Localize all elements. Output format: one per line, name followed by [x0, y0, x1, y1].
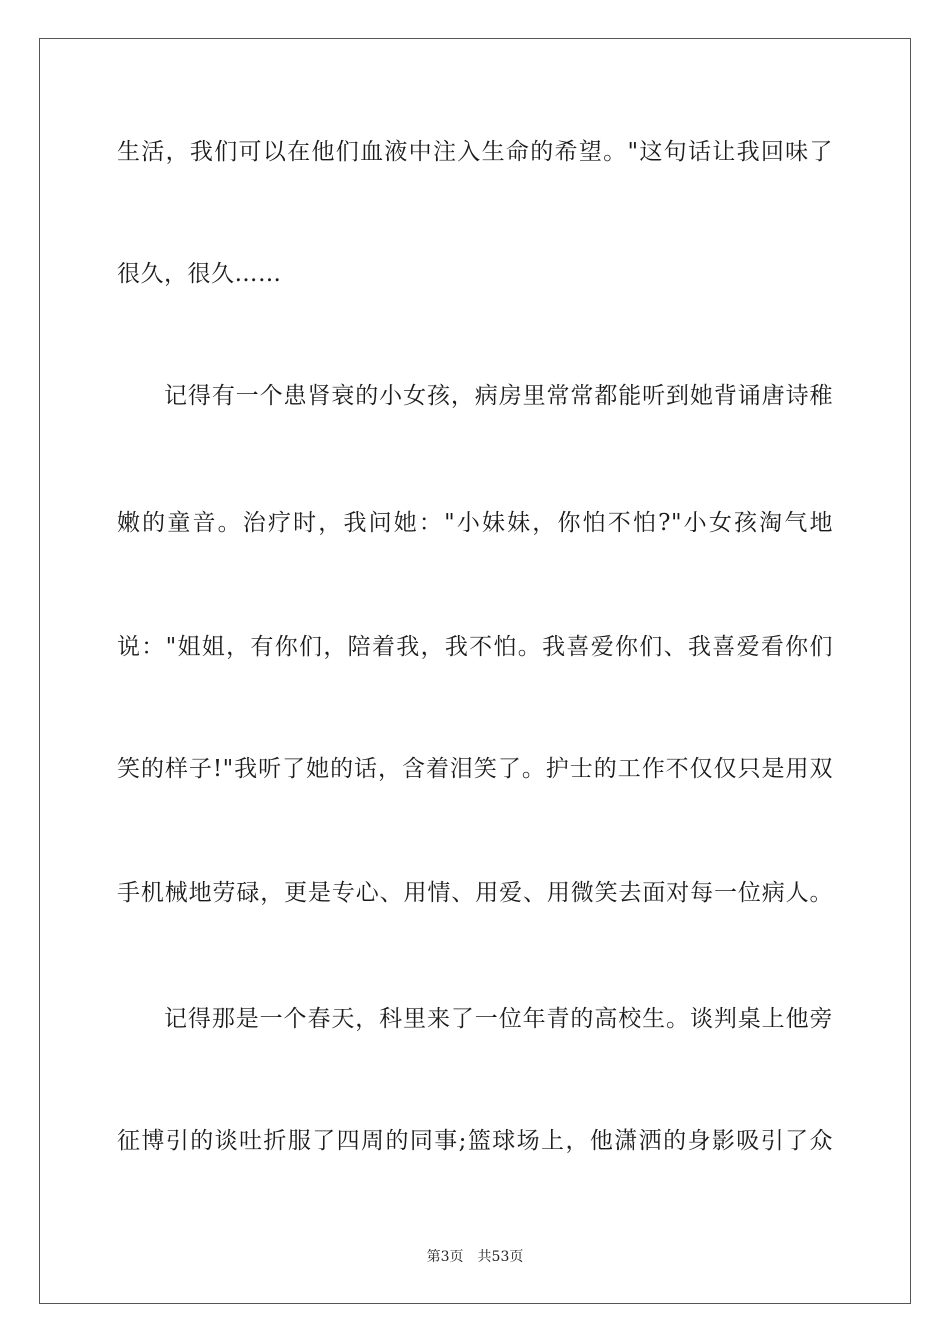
text-line-1: 生活，我们可以在他们血液中注入生命的希望。"这句话让我回味了	[117, 139, 833, 165]
page-number: 第3页	[426, 1249, 464, 1265]
page-total: 共53页	[477, 1249, 524, 1265]
text-line-4: 嫩的童音。治疗时，我问她："小妹妹，你怕不怕?"小女孩淘气地	[117, 510, 833, 536]
text-line-8: 记得那是一个春天，科里来了一位年青的高校生。谈判桌上他旁	[164, 1006, 833, 1032]
page-footer	[0, 1248, 950, 1266]
text-line-5: 说："姐姐，有你们，陪着我，我不怕。我喜爱你们、我喜爱看你们	[117, 634, 833, 660]
text-line-3: 记得有一个患肾衰的小女孩，病房里常常都能听到她背诵唐诗稚	[164, 383, 833, 409]
text-line-2: 很久，很久……	[117, 261, 282, 287]
text-line-7: 手机械地劳碌，更是专心、用情、用爱、用微笑去面对每一位病人。	[117, 880, 833, 906]
text-line-9: 征博引的谈吐折服了四周的同事;篮球场上，他潇洒的身影吸引了众	[117, 1128, 833, 1154]
text-line-6: 笑的样子!"我听了她的话，含着泪笑了。护士的工作不仅仅只是用双	[117, 756, 833, 782]
page-border	[39, 38, 911, 1304]
